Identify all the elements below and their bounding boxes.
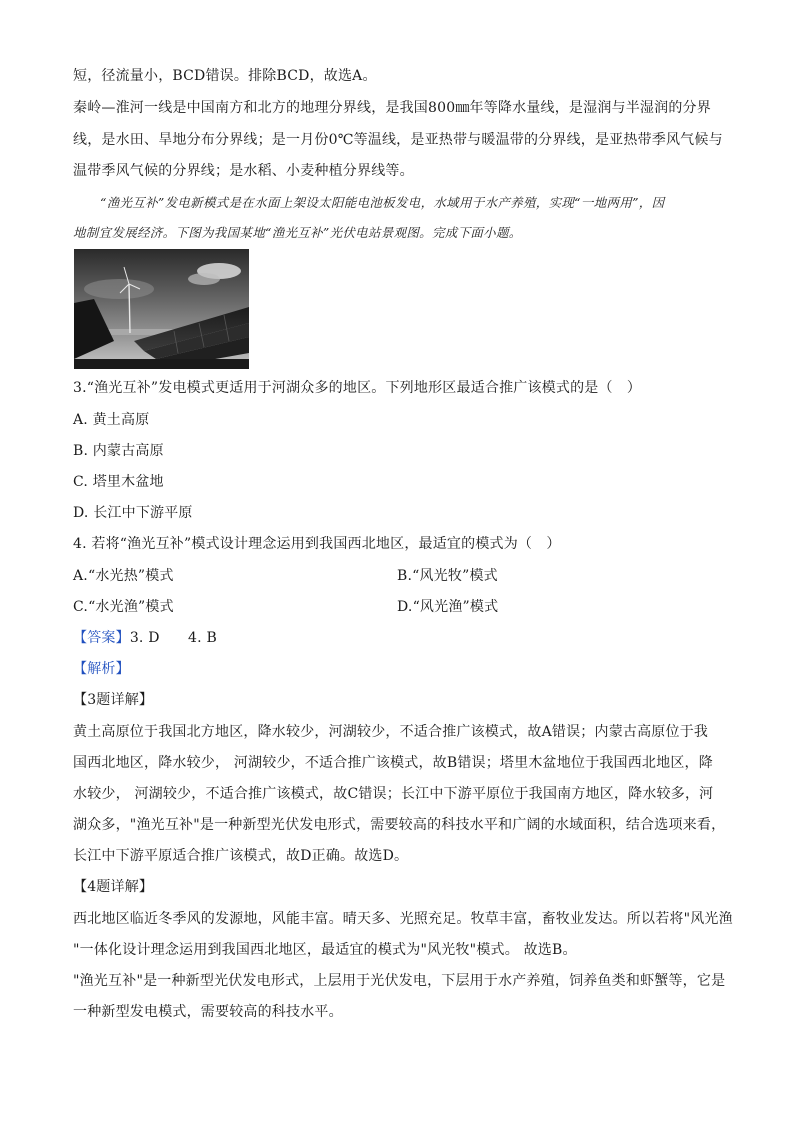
answer-text: 3. D 4. B bbox=[129, 630, 217, 646]
analysis-tag: 【解析】 bbox=[73, 661, 130, 677]
text-line: 短，径流量小，BCD错误。排除BCD，故选A。 bbox=[73, 68, 377, 84]
q3-option-d: D. 长江中下游平原 bbox=[73, 505, 193, 521]
detail-3-line: 黄土高原位于我国北方地区，降水较少，河湖较少，不适合推广该模式，故A错误；内蒙古高原位于我 bbox=[73, 724, 709, 740]
q3-option-a: A. 黄土高原 bbox=[73, 412, 150, 428]
detail-4-line: 西北地区临近冬季风的发源地，风能丰富。晴天多、光照充足。牧草丰富，畜牧业发达。所以若将"风光渔 bbox=[73, 911, 733, 927]
q4-option-b: B.“风光牧”模式 bbox=[397, 568, 498, 584]
answer-line bbox=[73, 628, 217, 648]
detail-4-tag: 【4题详解】 bbox=[73, 879, 154, 895]
detail-4-line: "一体化设计理念运用到我国西北地区，最适宜的模式为"风光牧"模式。 故选B。 bbox=[73, 942, 577, 958]
solar-station-photo bbox=[74, 249, 249, 369]
q3-option-c: C. 塔里木盆地 bbox=[73, 474, 164, 490]
q4-option-c: C.“水光渔”模式 bbox=[73, 599, 174, 615]
text-line: 秦岭—淮河一线是中国南方和北方的地理分界线，是我国800㎜年等降水量线，是湿润与半湿润的分界 bbox=[73, 100, 711, 116]
material-intro: 地制宜发展经济。下图为我国某地“渔光互补”光伏电站景观图。完成下面小题。 bbox=[73, 225, 522, 240]
detail-4-line: 一种新型发电模式，需要较高的科技水平。 bbox=[73, 1004, 343, 1020]
text-line: 温带季风气候的分界线；是水稻、小麦种植分界线等。 bbox=[73, 163, 414, 179]
detail-3-line: 水较少， 河湖较少，不适合推广该模式，故C错误；长江中下游平原位于我国南方地区，降水较多，河 bbox=[73, 786, 714, 802]
detail-4-line: "渔光互补"是一种新型光伏发电形式，上层用于光伏发电，下层用于水产养殖，饲养鱼类和虾蟹等，它是 bbox=[73, 973, 726, 989]
question-3-stem: 3.“渔光互补”发电模式更适用于河湖众多的地区。下列地形区最适合推广该模式的是（ ） bbox=[73, 380, 642, 396]
text-line: 线，是水田、旱地分布分界线；是一月份0℃等温线，是亚热带与暖温带的分界线，是亚热带季风气候与 bbox=[73, 132, 723, 148]
detail-3-line: 国西北地区，降水较少， 河湖较少，不适合推广该模式，故B错误；塔里木盆地位于我国西北地区，降 bbox=[73, 755, 713, 771]
detail-3-tag: 【3题详解】 bbox=[73, 692, 154, 708]
q4-option-a: A.“水光热”模式 bbox=[73, 568, 174, 584]
material-intro: “渔光互补”发电新模式是在水面上架设太阳能电池板发电，水域用于水产养殖，实现“一地两用”，因 bbox=[100, 195, 665, 210]
q3-option-b: B. 内蒙古高原 bbox=[73, 443, 164, 459]
q4-option-d: D.“风光渔”模式 bbox=[397, 599, 499, 615]
answer-tag: 【答案】 bbox=[73, 630, 130, 646]
question-4-stem: 4. 若将“渔光互补”模式设计理念运用到我国西北地区，最适宜的模式为（ ） bbox=[73, 536, 561, 552]
detail-3-line: 湖众多，"渔光互补"是一种新型光伏发电形式，需要较高的科技水平和广阔的水域面积，结合选项来看， bbox=[73, 817, 726, 833]
detail-3-line: 长江中下游平原适合推广该模式，故D正确。故选D。 bbox=[73, 848, 409, 864]
